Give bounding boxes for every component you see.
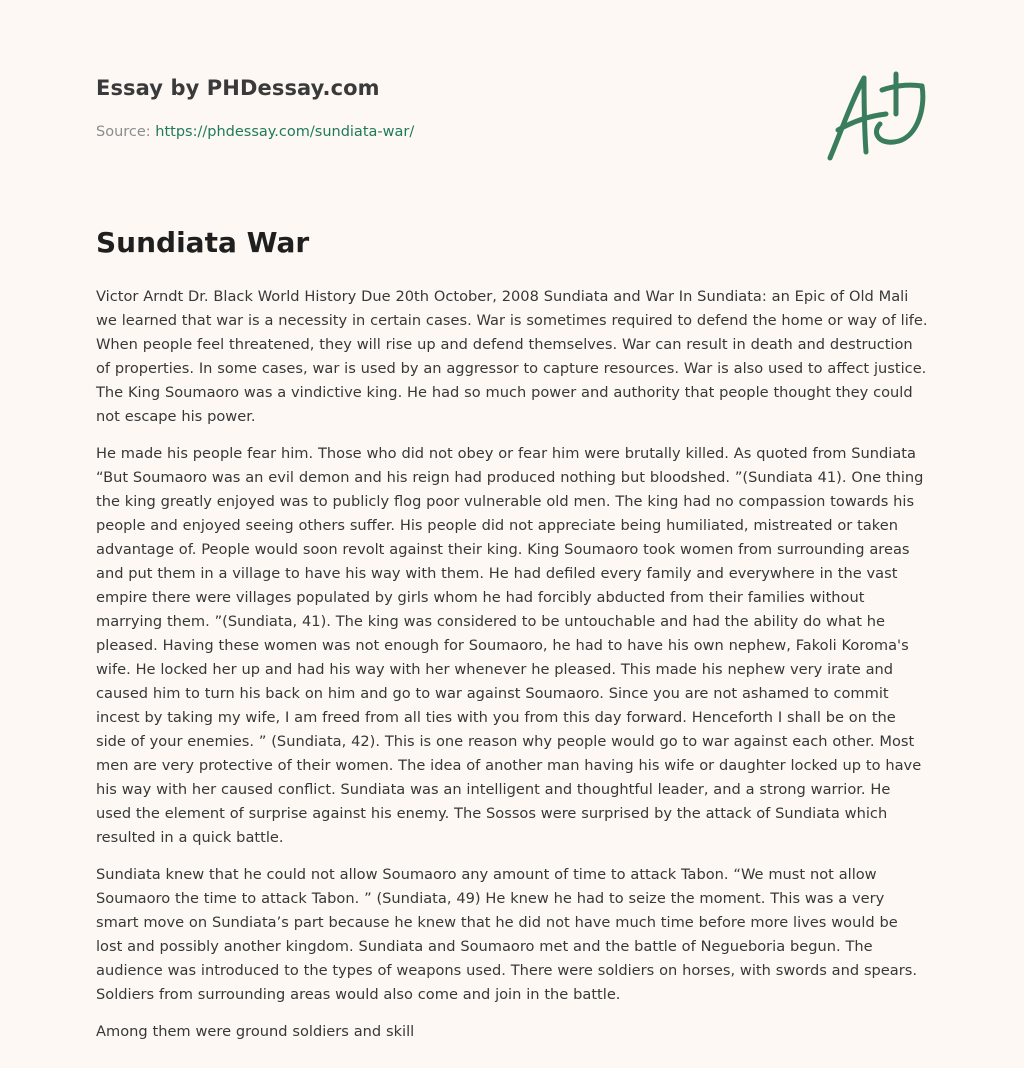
site-brand: Essay by PHDessay.com bbox=[96, 76, 380, 100]
a-plus-logo-icon bbox=[820, 66, 932, 166]
source-label: Source: bbox=[96, 124, 156, 140]
essay-paragraph: Among them were ground soldiers and skill bbox=[96, 1023, 415, 1040]
essay-title: Sundiata War bbox=[96, 226, 310, 259]
logo-a-stroke-right bbox=[864, 78, 866, 152]
source-link[interactable]: https://phdessay.com/sundiata-war/ bbox=[155, 124, 415, 140]
essay-paragraph: Sundiata knew that he could not allow Soumaoro any amount of time to attack Tabon. “We must not allow Soumaoro the time to attack Tabon. ” (Sundiata, 49) He knew he had to seize the moment. This was a very smart move on Sundiata’s part because he knew that he did not have much time before more lives would be lost and possibly another kingdom. Sundiata and Soumaoro met and the battle of Negueboria begun. The audience was introduced to the types of weapons used. There were soldiers on horses, with swords and spears. Soldiers from surrounding areas would also come and join in the battle. bbox=[96, 866, 917, 1003]
logo-plus-horizontal bbox=[882, 85, 922, 90]
essay-body bbox=[96, 285, 928, 1057]
essay-paragraph: He made his people fear him. Those who did not obey or fear him were brutally killed. As quoted from Sundiata “But Soumaoro was an evil demon and his reign had produced nothing but bloodshed. ”(Sundiata 41). One thing the king greatly enjoyed was to publicly flog poor vulnerable old men. The king had no compassion towards his people and enjoyed seeing others suffer. His people did not appreciate being humiliated, mistreated or taken advantage of. People would soon revolt against their king. King Soumaoro took women from surrounding areas and put them in a village to have his way with them. He had defiled every family and everywhere in the vast empire there were villages populated by girls whom he had forcibly abducted from their families without marrying them. ”(Sundiata, 41). The king was considered to be untouchable and had the ability do what he pleased. Having these women was not enough for Soumaoro, he had to have his own nephew, Fakoli Koroma's wife. He locked her up and had his way with her whenever he pleased. This made his nephew very irate and caused him to turn his back on him and go to war against Soumaoro. Since you are not ashamed to commit incest by taking my wife, I am freed from all ties with you from this day forward. Henceforth I shall be on the side of your enemies. ” (Sundiata, 42). This is one reason why people would go to war against each other. Most men are very protective of their women. The idea of another man having his wife or daughter locked up to have his way with her caused conflict. Sundiata was an intelligent and thoughtful leader, and a strong warrior. He used the element of surprise against his enemy. The Sossos were surprised by the attack of Sundiata which resulted in a quick battle. bbox=[96, 445, 924, 846]
source-line bbox=[96, 124, 414, 140]
essay-paragraph: Victor Arndt Dr. Black World History Due 20th October, 2008 Sundiata and War In Sundiata: an Epic of Old Mali we learned that war is a necessity in certain cases. War is sometimes required to defend the home or way of life. When people feel threatened, they will rise up and defend themselves. War can result in death and destruction of properties. In some cases, war is used by an aggressor to capture resources. War is also used to affect justice. The King Soumaoro was a vindictive king. He had so much power and authority that people thought they could not escape his power. bbox=[96, 288, 928, 425]
